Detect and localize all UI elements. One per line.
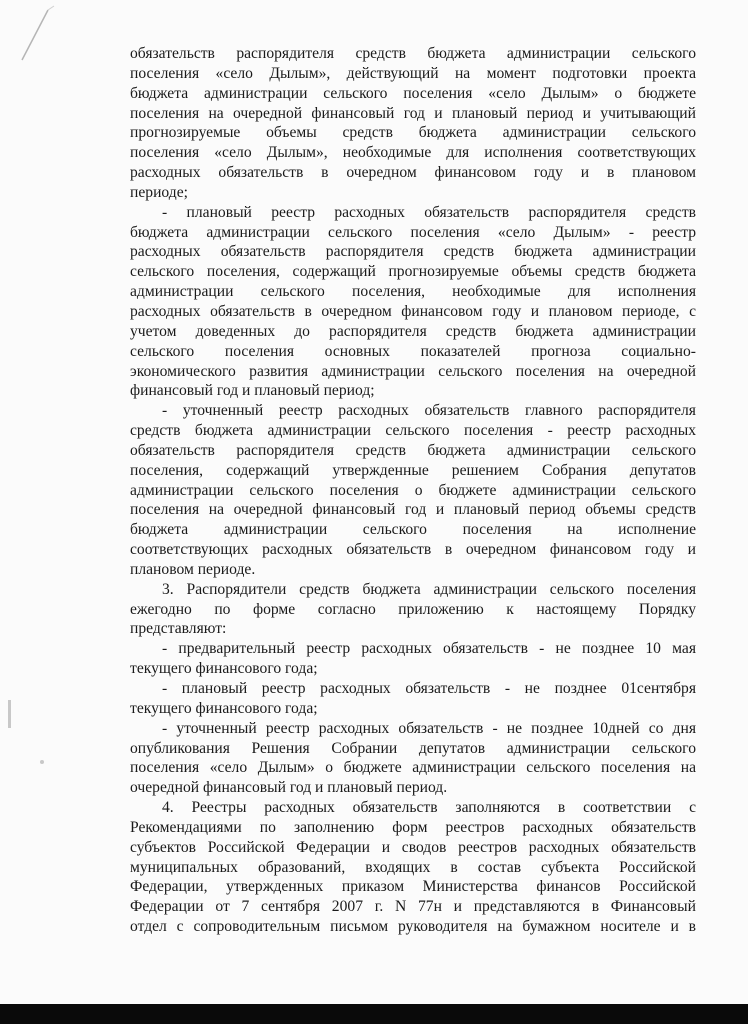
text-line: текущего финансового года; [130, 660, 318, 678]
text-line: расходных обязательств распорядителя средств бюджета администрации [130, 243, 696, 261]
text-line: поселения «село Дылым» о бюджете администрации сельского поселения на [130, 759, 696, 777]
text-line: соответствующих расходных обязательств в очередном финансовом году и [130, 541, 696, 559]
text-line: поселения «село Дылым», действующий на момент подготовки проекта [130, 64, 696, 82]
text-line: периоде; [130, 183, 188, 201]
text-line: сельского поселения, содержащий прогнозируемые объемы средств бюджета [130, 263, 696, 281]
text-line: финансовый год и плановый период; [130, 382, 375, 400]
text-line: поселения на очередной финансовый год и плановый период объемы средств [130, 501, 696, 519]
text-line: поселения, содержащий утвержденные решением Собрания депутатов [130, 461, 696, 479]
text-line: - предварительный реестр расходных обязательств - не позднее 10 мая [162, 640, 696, 658]
text-line: - плановый реестр расходных обязательств распорядителя средств [162, 203, 696, 221]
text-line: Федерации, утвержденных приказом Министерства финансов Российской [130, 878, 696, 896]
text-line: - уточненный реестр расходных обязательств главного распорядителя [162, 402, 696, 420]
document-body [130, 44, 696, 937]
text-line: расходных обязательств в очередном финансовом году и плановом периоде, с [130, 302, 696, 320]
scan-artifact-mark [18, 4, 58, 64]
text-line: представляют: [130, 620, 227, 638]
text-line: экономического развития администрации сельского поселения на очередной [130, 362, 696, 380]
text-line: бюджета администрации сельского поселения «село Дылым» о бюджете [130, 84, 696, 102]
text-line: муниципальных образований, входящих в состав субъекта Российской [130, 858, 696, 876]
text-line: текущего финансового года; [130, 699, 318, 717]
text-line: очередной финансовый год и плановый период. [130, 779, 448, 797]
text-line: ежегодно по форме согласно приложению к настоящему Порядку [130, 600, 696, 618]
text-line: администрации сельского поселения, необходимые для исполнения [130, 283, 696, 301]
text-line: 4. Реестры расходных обязательств заполняются в соответствии с [162, 799, 696, 817]
text-line: плановом периоде. [130, 560, 256, 578]
text-line: Рекомендациями по заполнению форм реестров расходных обязательств [130, 818, 696, 836]
text-line: - плановый реестр расходных обязательств - не позднее 01сентября [162, 680, 696, 697]
text-line: бюджета администрации сельского поселения на исполнение [130, 521, 696, 539]
text-line: администрации сельского поселения о бюджете администрации сельского [130, 481, 696, 499]
text-line: поселения «село Дылым», необходимые для исполнения соответствующих [130, 144, 696, 162]
text-line: учетом доведенных до распорядителя средств бюджета администрации [130, 322, 696, 340]
scan-bottom-edge [0, 1004, 748, 1024]
scan-speck [8, 700, 11, 728]
text-line: обязательств распорядителя средств бюджета администрации сельского [130, 45, 696, 62]
text-line: расходных обязательств в очередном финансовом году и в плановом [130, 164, 696, 182]
text-line: - уточненный реестр расходных обязательств - не позднее 10дней со дня [162, 719, 696, 737]
text-line: 3. Распорядители средств бюджета администрации сельского поселения [162, 580, 696, 598]
text-line: Федерации от 7 сентября 2007 г. N 77н и представляются в Финансовый [130, 898, 696, 916]
text-line: субъектов Российской Федерации и сводов реестров расходных обязательств [130, 838, 696, 856]
text-line: прогнозируемые объемы средств бюджета администрации сельского [130, 124, 696, 142]
text-line: бюджета администрации сельского поселения «село Дылым» - реестр [130, 223, 696, 241]
text-line: отдел с сопроводительным письмом руководителя на бумажном носителе и в [130, 918, 696, 936]
scan-speck [40, 760, 44, 764]
text-line: сельского поселения основных показателей прогноза социально- [130, 342, 696, 360]
text-line: опубликования Решения Собрании депутатов администрации сельского [130, 739, 696, 757]
text-line: поселения на очередной финансовый год и плановый период и учитывающий [130, 104, 696, 122]
text-line: обязательств распорядителя средств бюджета администрации сельского [130, 441, 696, 459]
text-line: средств бюджета администрации сельского поселения - реестр расходных [130, 422, 696, 440]
